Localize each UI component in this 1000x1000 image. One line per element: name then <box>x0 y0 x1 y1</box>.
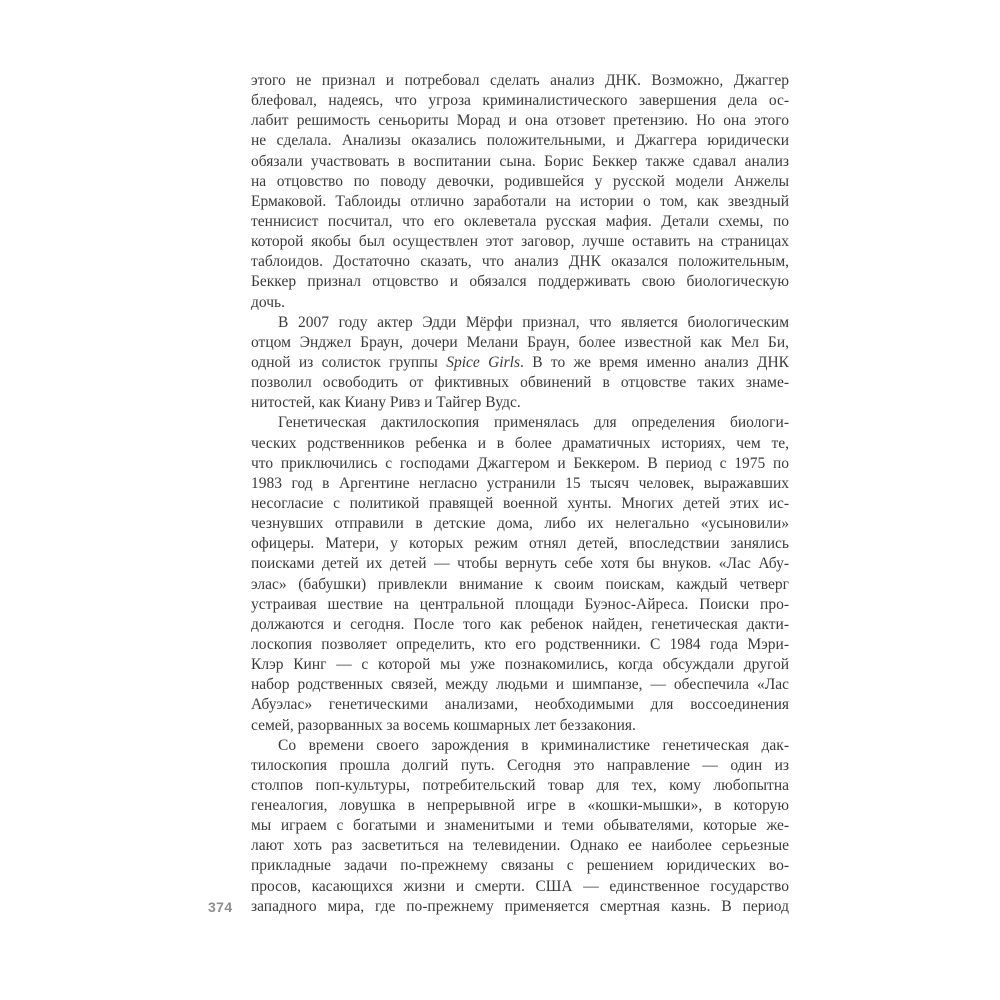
paragraph <box>251 413 789 735</box>
text-line: лают хоть раз засветиться на телевидении. Однако ее наиболее серьезные <box>251 837 789 855</box>
text-line: блефовал, надеясь, что угроза криминалистического завершения дела ос- <box>251 92 789 110</box>
text-line: на отцовство по поводу девочки, родившейся у русской модели Анжелы <box>251 172 789 190</box>
text-line: Клэр Кинг — с которой мы уже познакомились, когда обсуждали другой <box>251 656 789 674</box>
text-line: набор родственных связей, между людьми и шимпанзе, — обеспечила «Лас <box>251 676 789 694</box>
text-line: которой якобы был осуществлен этот заговор, лучше оставить на страницах <box>251 233 789 251</box>
text-line: лабит решимость сеньориты Морад и она отзовет претензию. Но она этого <box>251 112 789 130</box>
paragraph <box>251 313 789 414</box>
text-line: тилоскопия прошла долгий путь. Сегодня это направление — один из <box>251 756 789 774</box>
paragraph <box>251 736 789 917</box>
text-line: Беккер признал отцовство и обязался поддерживать свою биологическую <box>251 273 789 291</box>
text-line: Со времени своего зарождения в криминалистике генетическая дак- <box>278 736 789 754</box>
text-line: западного мира, где по-прежнему применяется смертная казнь. В период <box>251 897 789 915</box>
text-line: 1983 год в Аргентине негласно устранили 15 тысяч человек, выражавших <box>251 474 789 492</box>
text-line: семей, разорванных за восемь кошмарных лет беззакония. <box>251 716 636 734</box>
text-line: Генетическая дактилоскопия применялась для определения биологи- <box>278 414 789 432</box>
text-line: не сделала. Анализы оказались положительными, и Джаггера юридически <box>251 132 789 150</box>
text-line: таблоидов. Достаточно сказать, что анализ ДНК оказался положительным, <box>251 253 789 271</box>
text-line: теннисист посчитал, что его оклеветала русская мафия. Детали схемы, по <box>251 212 789 230</box>
text-line: дочь. <box>251 293 285 311</box>
text-line: лоскопия позволяет определить, кто его родственники. С 1984 года Мэри- <box>251 635 789 653</box>
text-line: устраивая шествие на центральной площади Буэнос-Айреса. Поиски про- <box>251 595 789 613</box>
text-line <box>251 353 789 373</box>
text-line: Абуэлас» генетическими анализами, необходимыми для воссоединения <box>251 696 789 714</box>
text-line: нитостей, как Киану Ривз и Тайгер Вудс. <box>251 394 521 412</box>
text-line: элас» (бабушки) привлекли внимание к своим поискам, каждый четверг <box>251 575 789 593</box>
text-segment: одной из солисток группы <box>251 353 447 371</box>
text-line: Ермаковой. Таблоиды отлично заработали на истории о том, как звездный <box>251 192 789 210</box>
text-segment: . В то же время именно анализ ДНК <box>519 353 790 371</box>
text-line: обязали участвовать в воспитании сына. Борис Беккер также сдавал анализ <box>251 152 789 170</box>
text-line: чезнувших отправили в детские дома, либо их нелегально «усыновили» <box>251 515 789 533</box>
text-line: ческих родственников ребенка и в более драматичных историях, чем те, <box>251 434 789 452</box>
text-line: поисками детей их детей — чтобы вернуть себе хотя бы внуков. «Лас Абу- <box>251 555 789 573</box>
text-line: этого не признал и потребовал сделать анализ ДНК. Возможно, Джаггер <box>251 72 789 89</box>
text-line: несогласие с политикой правящей военной хунты. Многих детей этих ис- <box>251 494 789 512</box>
text-line: генеалогия, ловушка в непрерывной игре в «кошки-мышки», в которую <box>251 797 789 815</box>
text-line: столпов поп-культуры, потребительский товар для тех, кому любопытна <box>251 776 789 794</box>
text-line: что приключились с господами Джаггером и Беккером. В период с 1975 по <box>251 454 789 472</box>
text-line: просов, касающихся жизни и смерти. США — единственное государство <box>251 877 789 895</box>
text-line: мы играем с богатыми и знаменитыми и теми обывателями, которые же- <box>251 817 789 835</box>
page-number: 374 <box>208 899 233 915</box>
paragraph <box>251 71 789 313</box>
text-line: офицеры. Матери, у которых режим отнял детей, впоследствии занялись <box>251 535 789 553</box>
text-line: должаются и сегодня. После того как ребенок найден, генетическая дакти- <box>251 615 789 633</box>
text-line: В 2007 году актер Эдди Мёрфи признал, что является биологическим <box>278 313 789 331</box>
page-text <box>251 71 789 917</box>
text-line: позволил освободить от фиктивных обвинений в отцовстве таких знаме- <box>251 374 789 392</box>
text-line: отцом Энджел Браун, дочери Мелани Браун, более известной как Мел Би, <box>251 333 789 351</box>
band-name-italic: Spice Girls <box>446 353 520 371</box>
text-line: прикладные задачи по-прежнему связаны с решением юридических во- <box>251 857 789 875</box>
